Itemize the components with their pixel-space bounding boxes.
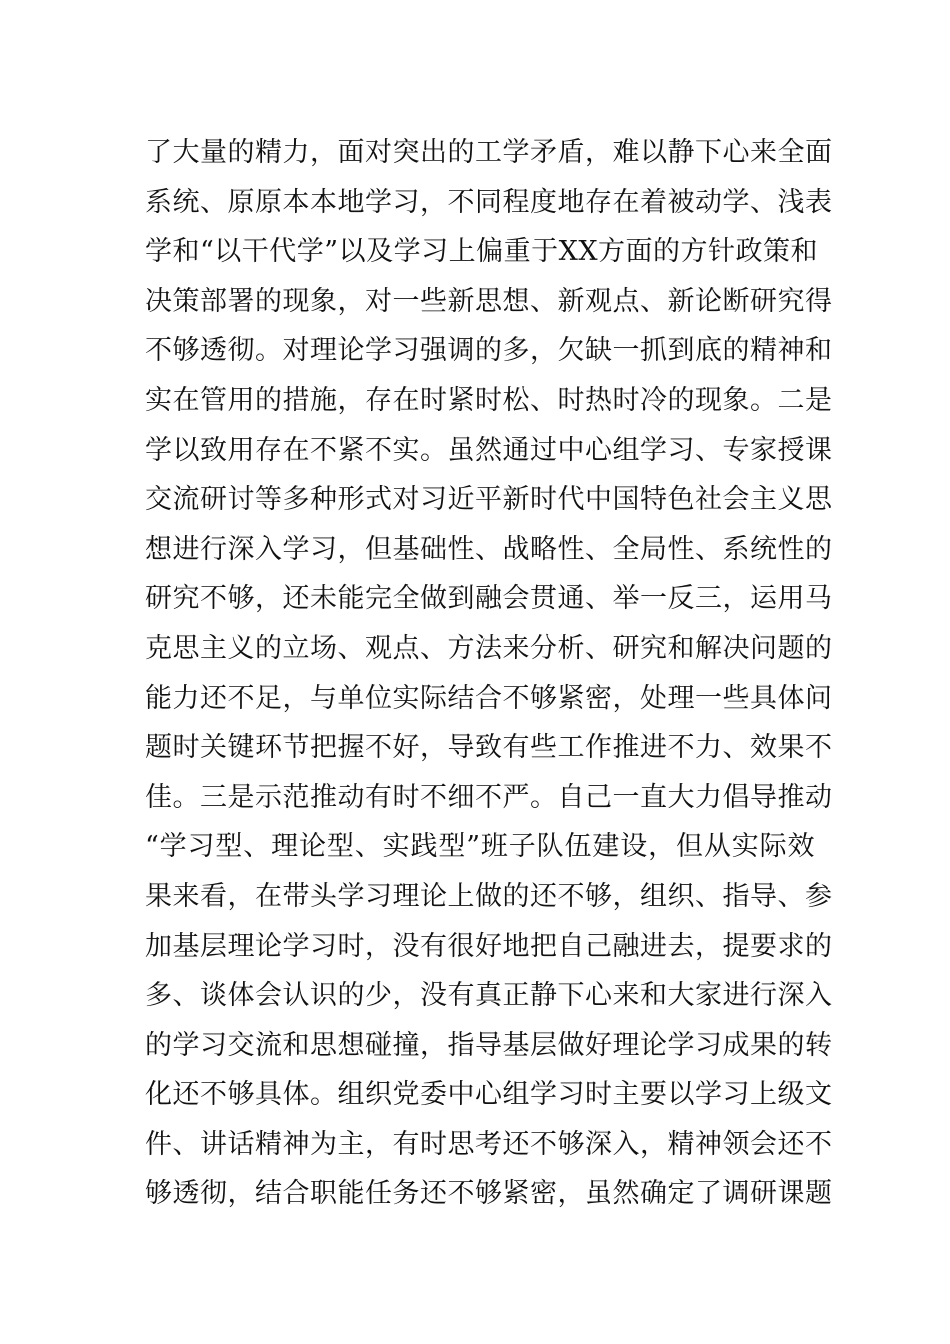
text-line: 不够透彻。对理论学习强调的多，欠缺一抓到底的精神和 bbox=[145, 335, 833, 367]
text-line: 系统、原原本本地学习，不同程度地存在着被动学、浅表 bbox=[145, 186, 833, 218]
text-line: 佳。三是示范推动有时不细不严。自己一直大力倡导推动 bbox=[145, 781, 833, 813]
text-line: 果来看，在带头学习理论上做的还不够，组织、指导、参 bbox=[145, 880, 833, 912]
text-line: “学习型、理论型、实践型”班子队伍建设，但从实际效 bbox=[145, 831, 815, 863]
text-line: 加基层理论学习时，没有很好地把自己融进去，提要求的 bbox=[145, 930, 833, 962]
text-line: 能力还不足，与单位实际结合不够紧密，处理一些具体问 bbox=[145, 682, 833, 714]
text-line: 了大量的精力，面对突出的工学矛盾，难以静下心来全面 bbox=[145, 137, 833, 168]
text-line: 交流研讨等多种形式对习近平新时代中国特色社会主义思 bbox=[145, 484, 833, 516]
text-line: 的学习交流和思想碰撞，指导基层做好理论学习成果的转 bbox=[145, 1029, 833, 1061]
body-paragraph bbox=[145, 128, 833, 1219]
text-line: 学以致用存在不紧不实。虽然通过中心组学习、专家授课 bbox=[145, 434, 833, 466]
text-line: 实在管用的措施，存在时紧时松、时热时冷的现象。二是 bbox=[145, 384, 833, 416]
text-line: 研究不够，还未能完全做到融会贯通、举一反三，运用马 bbox=[145, 583, 833, 615]
text-line: 够透彻，结合职能任务还不够紧密，虽然确定了调研课题 bbox=[145, 1178, 833, 1210]
text-line: 克思主义的立场、观点、方法来分析、研究和解决问题的 bbox=[145, 632, 833, 664]
text-line: 想进行深入学习，但基础性、战略性、全局性、系统性的 bbox=[145, 533, 833, 565]
text-line: 题时关键环节把握不好，导致有些工作推进不力、效果不 bbox=[145, 732, 833, 764]
text-line: 学和“以干代学”以及学习上偏重于XX方面的方针政策和 bbox=[145, 236, 819, 268]
text-line: 件、讲话精神为主，有时思考还不够深入，精神领会还不 bbox=[145, 1128, 833, 1160]
text-line: 决策部署的现象，对一些新思想、新观点、新论断研究得 bbox=[145, 285, 833, 317]
text-line: 化还不够具体。组织党委中心组学习时主要以学习上级文 bbox=[145, 1079, 833, 1111]
text-line: 多、谈体会认识的少，没有真正静下心来和大家进行深入 bbox=[145, 980, 833, 1012]
